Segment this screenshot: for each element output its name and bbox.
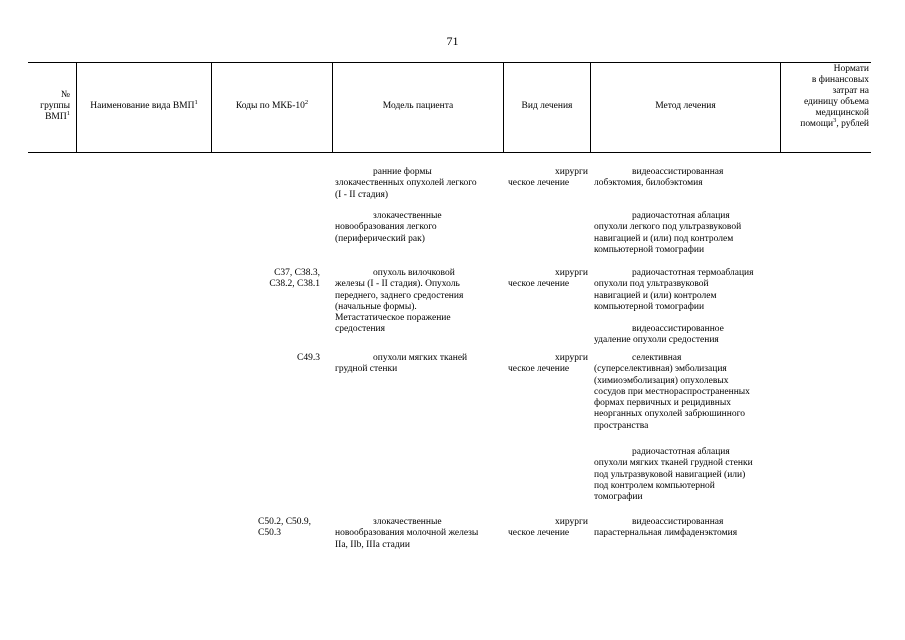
cell-line: хирурги	[555, 353, 588, 363]
cell-line: Метастатическое поражение	[335, 313, 451, 324]
treatment-type-cell	[508, 268, 588, 291]
cell-line: видеоассистированная	[632, 517, 724, 527]
treatment-type-cell	[508, 167, 588, 190]
cell-line: новообразования легкого	[335, 222, 437, 233]
cell-line: опухоли под ультразвуковой	[594, 279, 709, 290]
cell-line: злокачественные	[373, 517, 442, 527]
cell-line: злокачественных опухолей легкого	[335, 178, 477, 189]
header-line: ВМП$^1$	[45, 109, 70, 122]
cell-line: IIa, IIb, IIIa стадии	[335, 539, 410, 550]
cell-line: ческое лечение	[508, 178, 570, 189]
cell-line: видеоассистированное	[632, 324, 724, 334]
patient-model-cell	[335, 517, 503, 551]
cell-line: парастернальная лимфаденэктомия	[594, 528, 738, 539]
cell-line: хирурги	[555, 268, 588, 278]
treatment-method-cell	[594, 447, 780, 503]
header-line: единицу объема	[803, 97, 869, 107]
header-treatment-method: Метод лечения	[655, 101, 716, 111]
treatment-method-cell	[594, 353, 780, 432]
cell-line: (периферический рак)	[335, 233, 425, 244]
treatment-method-cell	[594, 268, 780, 313]
header-treatment-type: Вид лечения	[521, 101, 573, 111]
cell-line: C37, C38.3,	[274, 268, 320, 278]
cell-line: C49.3	[297, 353, 320, 363]
cell-line: опухоли легкого под ультразвуковой	[594, 222, 742, 233]
cell-line: (начальные формы).	[335, 301, 417, 312]
patient-model-cell	[335, 167, 503, 201]
header-vmp-name: Наименование вида ВМП$^1$	[90, 98, 198, 111]
treatment-method-cell	[594, 167, 780, 190]
icd-codes-cell	[258, 517, 328, 540]
cell-line: радиочастотная термоаблация	[632, 268, 754, 278]
cell-line: пространства	[594, 420, 649, 431]
cell-line: сосудов при местнораспространенных	[594, 386, 750, 397]
cell-line: новообразования молочной железы	[335, 528, 479, 539]
treatment-method-cell	[594, 211, 780, 256]
header-line: №	[60, 90, 70, 100]
treatment-method-cell	[594, 517, 780, 540]
page-number: 71	[446, 34, 459, 48]
cell-line: грудной стенки	[335, 364, 398, 375]
cell-line: радиочастотная аблация	[632, 447, 730, 457]
cell-line: C50.2, C50.9,	[258, 517, 312, 527]
icd-codes-cell	[240, 268, 320, 291]
patient-model-cell	[335, 268, 503, 336]
cell-line: (I - II стадия)	[335, 189, 389, 200]
header-group-number	[28, 90, 70, 123]
header-bottom-rule	[28, 152, 871, 153]
header-financial-norm	[781, 64, 869, 130]
header-line: Нормати	[833, 64, 869, 74]
cell-line: опухоли мягких тканей	[373, 353, 468, 363]
cell-line: лобэктомия, билобэктомия	[594, 178, 703, 189]
patient-model-cell	[335, 353, 503, 376]
cell-line: компьютерной томографии	[594, 244, 705, 255]
header-line: помощи$^3$, рублей	[800, 116, 869, 129]
cell-line: под ультразвуковой навигацией (или)	[594, 469, 746, 480]
cell-line: компьютерной томографии	[594, 301, 705, 312]
header-line: группы	[40, 101, 70, 111]
cell-line: формах первичных и рецидивных	[594, 398, 732, 409]
cell-line: селективная	[632, 353, 682, 363]
icd-codes-cell	[240, 353, 320, 364]
cell-line: C50.3	[258, 528, 281, 539]
treatment-type-cell	[508, 517, 588, 540]
cell-line: неорганных опухолей забрюшинного	[594, 409, 745, 420]
cell-line: переднего, заднего средостения	[335, 290, 464, 301]
cell-line: ческое лечение	[508, 364, 570, 375]
cell-line: навигацией и (или) контролем	[594, 290, 717, 301]
cell-line: средостения	[335, 324, 386, 335]
cell-line: опухоли мягких тканей грудной стенки	[594, 458, 753, 469]
header-line: в финансовых	[811, 75, 869, 85]
cell-line: хирурги	[555, 167, 588, 177]
header-line: затрат на	[832, 86, 869, 96]
cell-line: ческое лечение	[508, 279, 570, 290]
header-top-rule	[28, 62, 871, 63]
cell-line: опухоль вилочковой	[373, 268, 455, 278]
cell-line: железы (I - II стадия). Опухоль	[335, 279, 460, 290]
patient-model-cell	[335, 211, 503, 245]
cell-line: C38.2, C38.1	[269, 279, 320, 290]
cell-line: ранние формы	[373, 167, 432, 177]
cell-line: томографии	[594, 492, 643, 503]
cell-line: радиочастотная аблация	[632, 211, 730, 221]
cell-line: (химиоэмболизация) опухолевых	[594, 375, 729, 386]
treatment-type-cell	[508, 353, 588, 376]
cell-line: навигацией и (или) под контролем	[594, 233, 734, 244]
header-icd-codes: Коды по МКБ-$10^2$	[235, 98, 309, 111]
treatment-method-cell	[594, 324, 780, 347]
cell-line: ческое лечение	[508, 528, 570, 539]
cell-line: видеоассистированная	[632, 167, 724, 177]
cell-line: удаление опухоли средостения	[594, 335, 719, 346]
header-patient-model: Модель пациента	[382, 101, 454, 111]
header-line: медицинской	[815, 108, 869, 118]
cell-line: хирурги	[555, 517, 588, 527]
cell-line: злокачественные	[373, 211, 442, 221]
cell-line: (суперселективная) эмболизация	[594, 364, 727, 375]
cell-line: под контролем компьютерной	[594, 480, 715, 491]
